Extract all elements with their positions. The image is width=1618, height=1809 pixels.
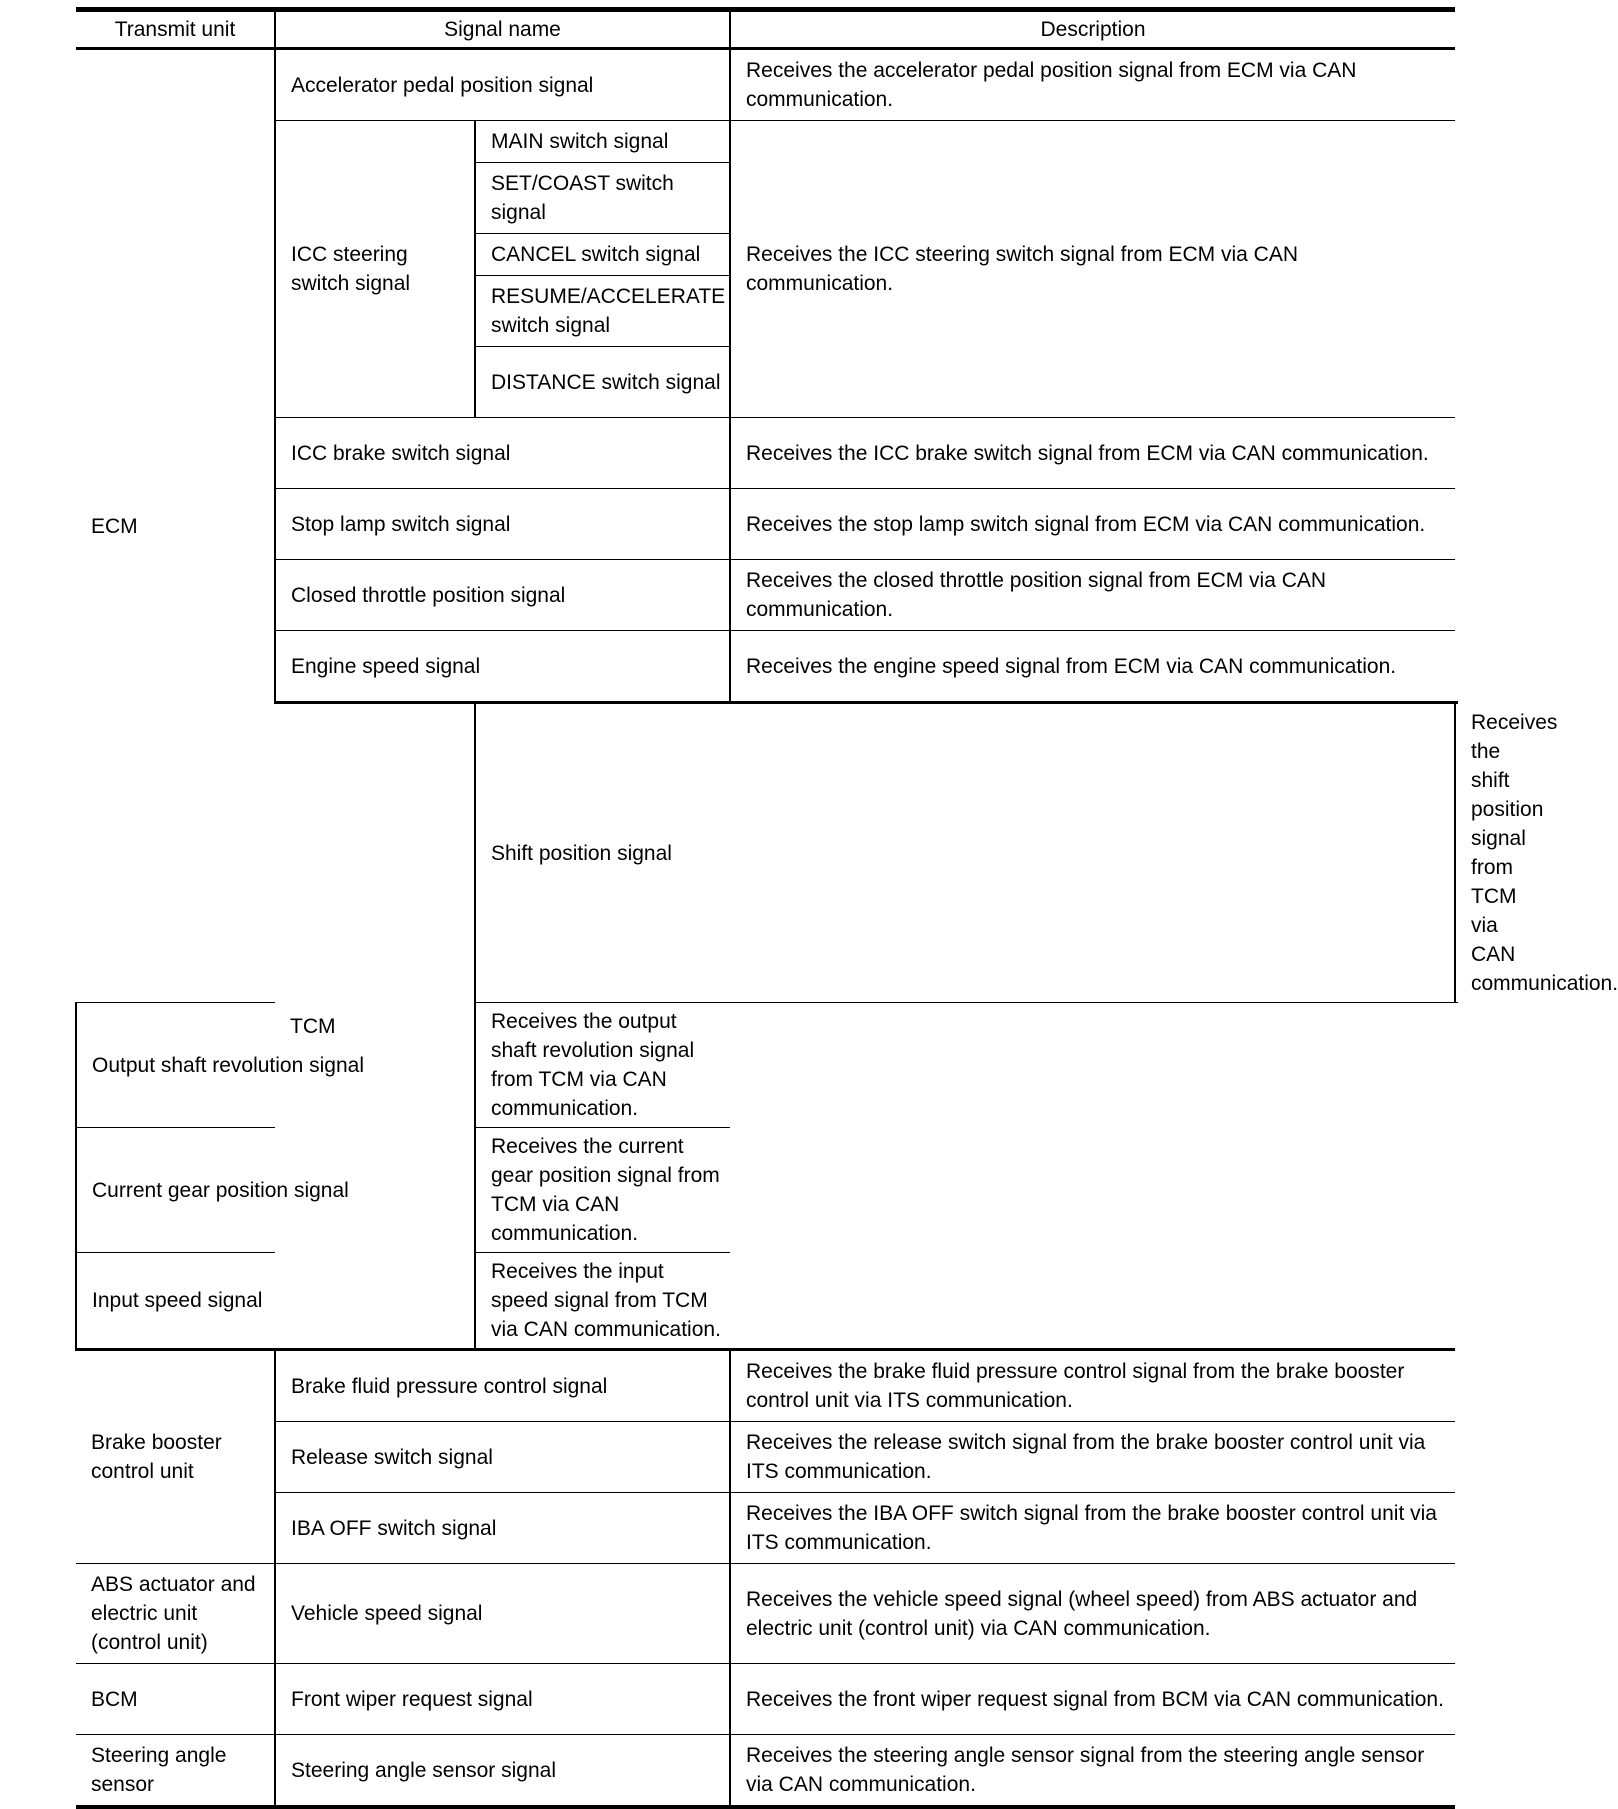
sub-signal-cell: CANCEL switch signal xyxy=(475,234,730,276)
header-signal-name: Signal name xyxy=(275,10,730,49)
description-cell: Receives the front wiper request signal from BCM via CAN communication. xyxy=(730,1664,1455,1735)
description-cell: Receives the release switch signal from the brake booster control unit via ITS communication. xyxy=(730,1422,1455,1493)
signal-cell: Engine speed signal xyxy=(275,631,730,703)
table-row xyxy=(76,560,1458,631)
description-cell: Receives the stop lamp switch signal from ECM via CAN communication. xyxy=(730,489,1455,560)
signal-table xyxy=(75,7,1618,1809)
description-cell: Receives the input speed signal from TCM via CAN communication. xyxy=(475,1253,730,1350)
signal-cell: Closed throttle position signal xyxy=(275,560,730,631)
signal-cell: Stop lamp switch signal xyxy=(275,489,730,560)
sub-signal-cell: DISTANCE switch signal xyxy=(475,347,730,418)
table-row xyxy=(76,1422,1458,1493)
signal-cell: Output shaft revolution signal xyxy=(76,1003,475,1128)
sub-signal-cell: SET/COAST switch signal xyxy=(475,163,730,234)
description-cell: Receives the current gear position signal from TCM via CAN communication. xyxy=(475,1128,730,1253)
table-row xyxy=(76,1253,1458,1350)
description-cell: Receives the IBA OFF switch signal from the brake booster control unit via ITS communication. xyxy=(730,1493,1455,1564)
table-row xyxy=(76,1003,1458,1128)
signal-cell: Vehicle speed signal xyxy=(275,1564,730,1664)
table-row xyxy=(76,1735,1458,1808)
signal-table-container xyxy=(75,7,1618,1809)
signal-cell: IBA OFF switch signal xyxy=(275,1493,730,1564)
description-cell: Receives the vehicle speed signal (wheel speed) from ABS actuator and electric unit (control unit) via CAN communication. xyxy=(730,1564,1455,1664)
description-cell: Receives the steering angle sensor signal from the steering angle sensor via CAN communication. xyxy=(730,1735,1455,1808)
table-row xyxy=(76,1493,1458,1564)
unit-cell-tcm: TCM xyxy=(275,703,475,1350)
table-row xyxy=(76,418,1458,489)
unit-cell-bcm: BCM xyxy=(76,1664,275,1735)
table-row xyxy=(76,1128,1458,1253)
description-cell: Receives the ICC brake switch signal from ECM via CAN communication. xyxy=(730,418,1455,489)
table-row xyxy=(76,489,1458,560)
table-row xyxy=(76,1350,1458,1422)
description-cell: Receives the output shaft revolution signal from TCM via CAN communication. xyxy=(475,1003,730,1128)
description-cell: Receives the engine speed signal from ECM via CAN communication. xyxy=(730,631,1455,703)
sub-signal-cell: RESUME/ACCELERATE switch signal xyxy=(475,276,730,347)
signal-cell: Shift position signal xyxy=(475,703,1455,1003)
table-row xyxy=(76,121,1458,163)
unit-cell-abs: ABS actuator and electric unit (control unit) xyxy=(76,1564,275,1664)
description-cell: Receives the shift position signal from TCM via CAN communication. xyxy=(1455,703,1458,1003)
unit-cell-brake-booster: Brake booster control unit xyxy=(76,1350,275,1564)
signal-cell: Steering angle sensor signal xyxy=(275,1735,730,1808)
signal-cell: Accelerator pedal position signal xyxy=(275,49,730,121)
table-header-row xyxy=(76,10,1458,49)
header-transmit-unit: Transmit unit xyxy=(76,10,275,49)
description-cell: Receives the accelerator pedal position signal from ECM via CAN communication. xyxy=(730,49,1455,121)
table-row xyxy=(76,1564,1458,1664)
signal-cell: Front wiper request signal xyxy=(275,1664,730,1735)
description-cell: Receives the brake fluid pressure control signal from the brake booster control unit via ITS communication. xyxy=(730,1350,1455,1422)
sub-signal-cell: MAIN switch signal xyxy=(475,121,730,163)
table-row xyxy=(76,49,1458,121)
signal-cell-icc-steering: ICC steering switch signal xyxy=(275,121,475,418)
signal-cell: Current gear position signal xyxy=(76,1128,475,1253)
header-description: Description xyxy=(730,10,1455,49)
signal-cell: Brake fluid pressure control signal xyxy=(275,1350,730,1422)
table-row xyxy=(76,703,1458,1003)
signal-cell: Input speed signal xyxy=(76,1253,475,1350)
description-cell: Receives the ICC steering switch signal from ECM via CAN communication. xyxy=(730,121,1455,418)
unit-cell-steering-angle: Steering angle sensor xyxy=(76,1735,275,1808)
table-row xyxy=(76,1664,1458,1735)
description-cell: Receives the closed throttle position signal from ECM via CAN communication. xyxy=(730,560,1455,631)
table-row xyxy=(76,631,1458,703)
signal-cell: ICC brake switch signal xyxy=(275,418,730,489)
signal-cell: Release switch signal xyxy=(275,1422,730,1493)
unit-cell-ecm: ECM xyxy=(76,49,275,1003)
